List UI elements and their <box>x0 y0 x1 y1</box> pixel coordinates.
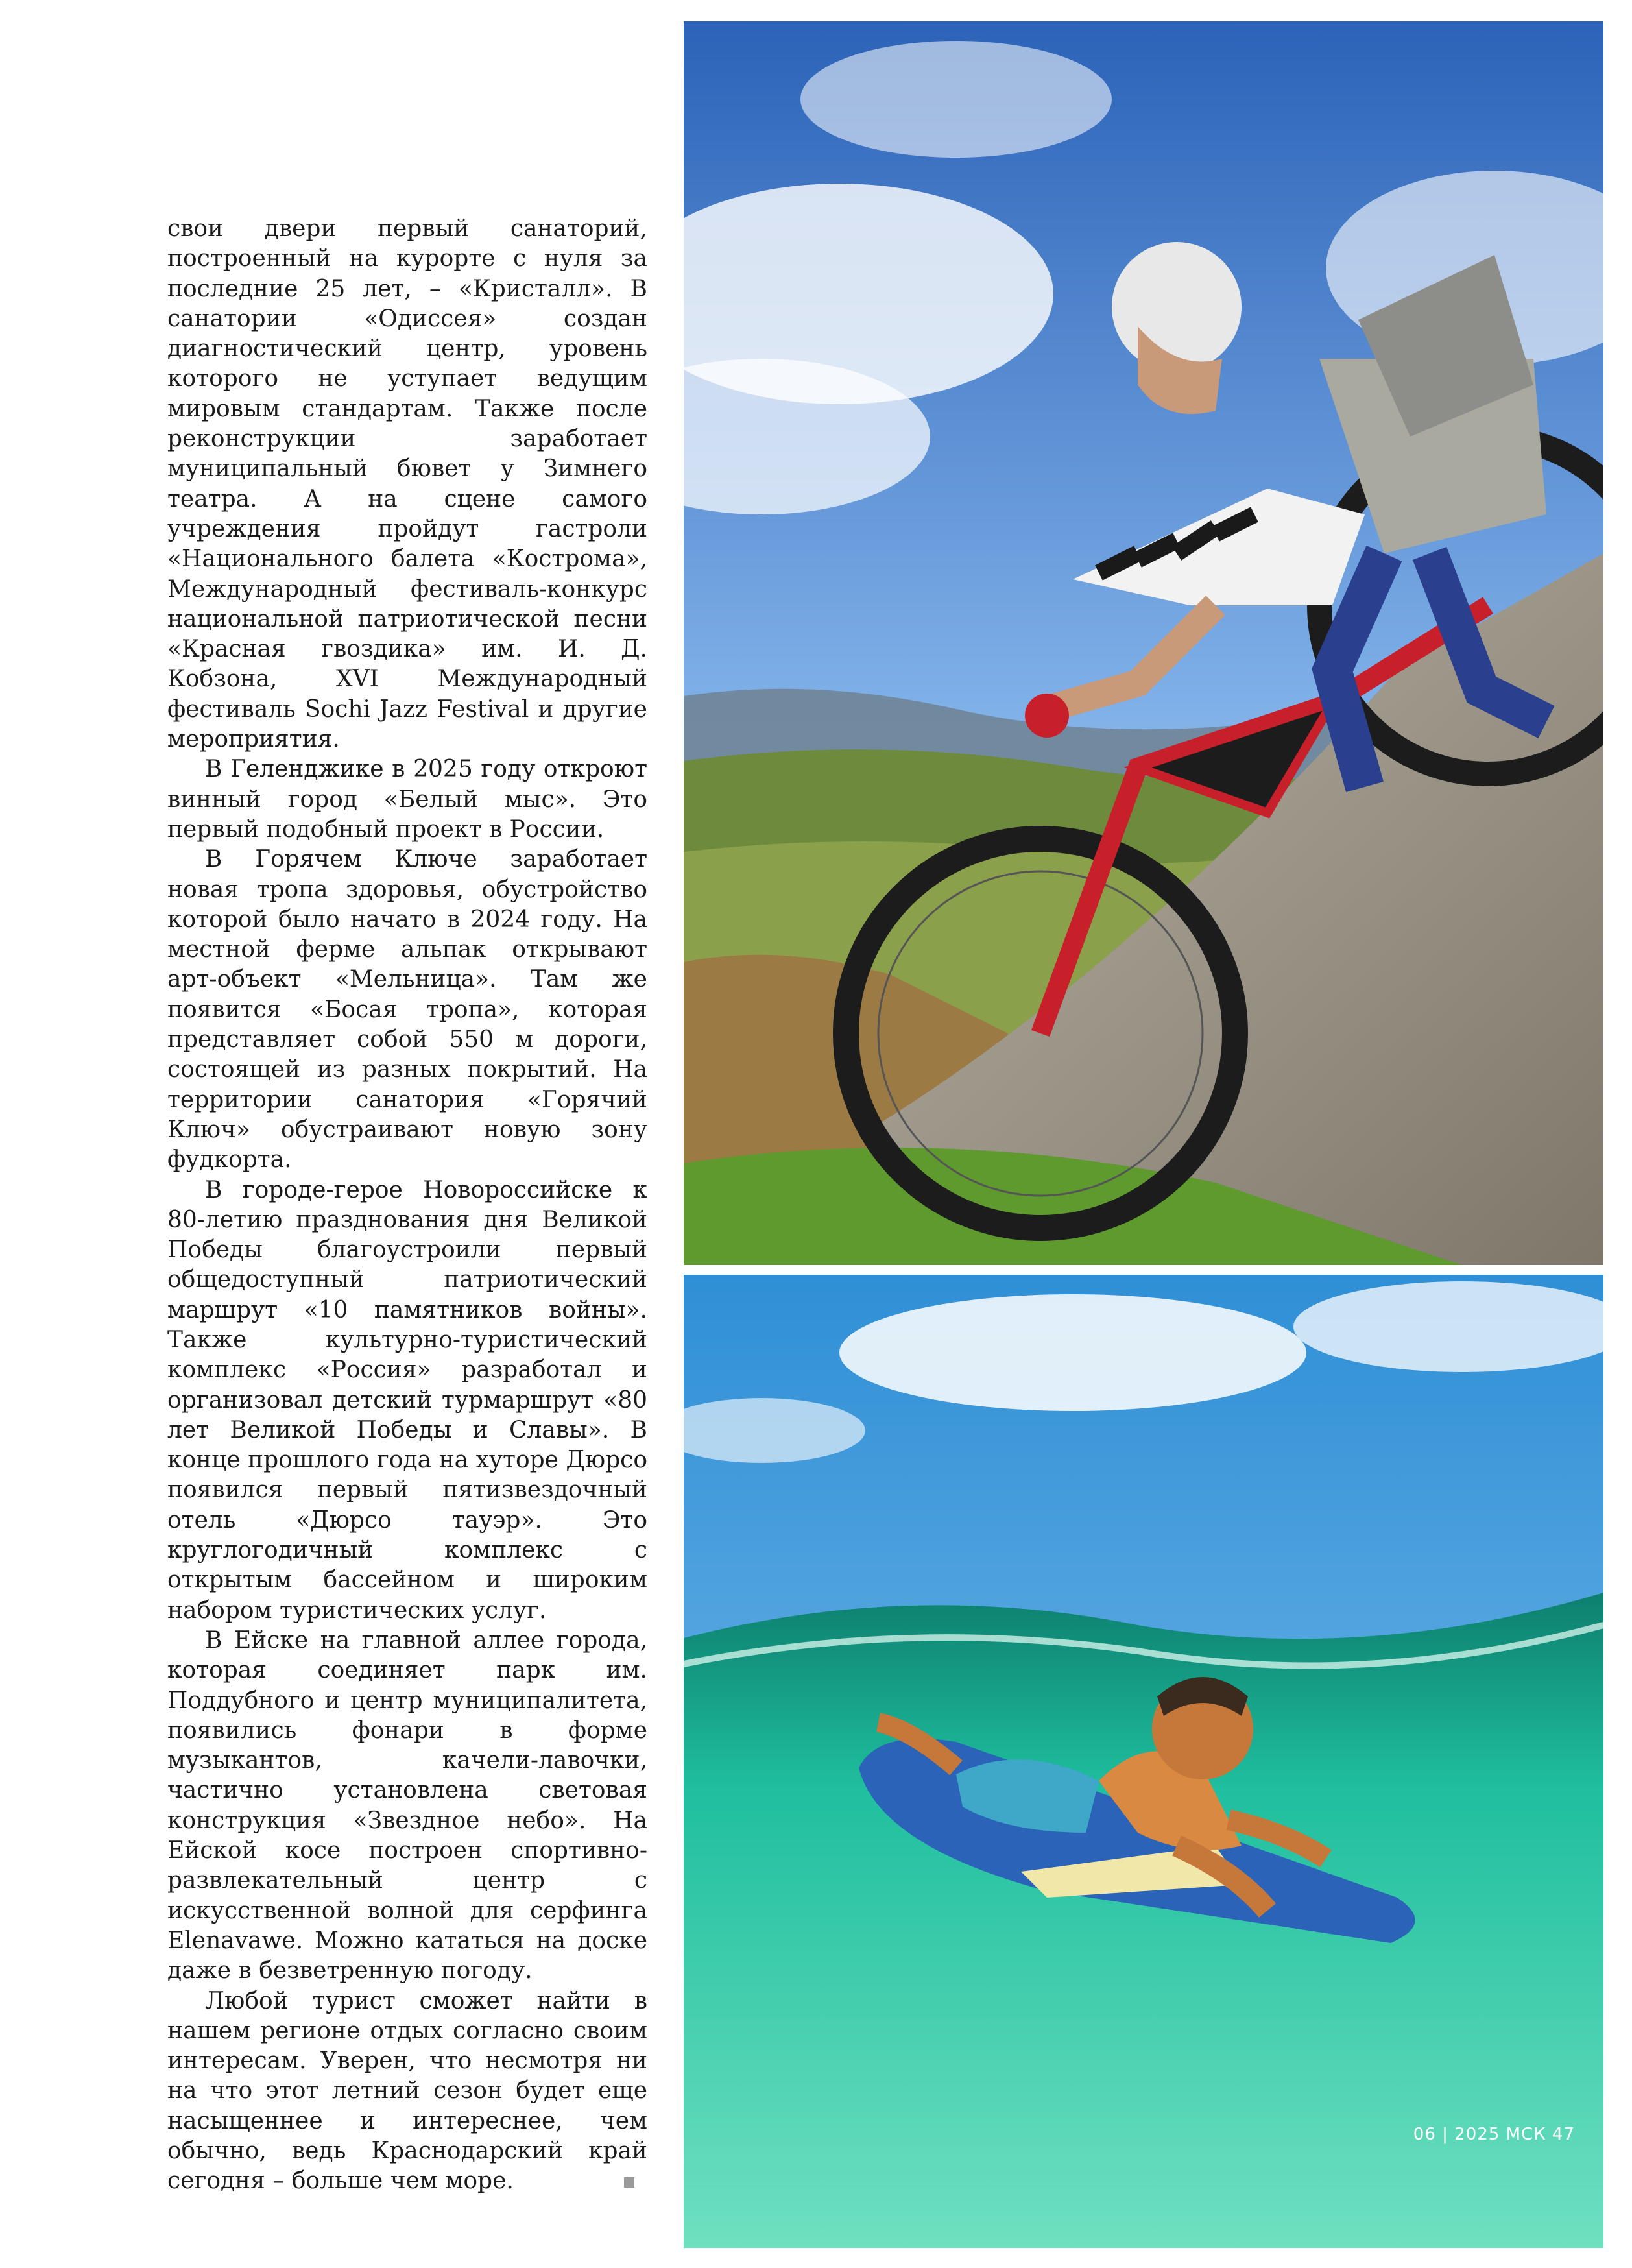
mountain-bike-illustration <box>684 21 1603 1265</box>
article-paragraph: В Геленджике в 2025 году откроют винный город «Белый мыс». Это первый подобный проект в России. <box>167 756 647 843</box>
article-paragraph: свои двери первый санаторий, построенный на курорте с нуля за последние 25 лет, – «Кристалл». В санатории «Одиссея» создан диагностический центр, уровень которого не уступает ведущим мировым стандартам. Также после реконструкции заработает муниципальный бювет у Зимнего театра. А на сцене самого учреждения пройдут гастроли «Национального балета «Кострома», Международный фестиваль-конкурс национальной патриотической песни «Красная гвоздика» им. И. Д. Кобзона, XVI Международный фестиваль Sochi Jazz Festival и другие мероприятия. <box>167 215 647 753</box>
article-paragraph-last <box>167 1986 647 2197</box>
article-paragraph: В Ейске на главной аллее города, которая соединяет парк им. Поддубного и центр муниципалитета, появились фонари в форме музыкантов, качели-лавочки, частично установлена световая конструкция «Звездное небо». На Ейской косе построен спортивно-развлекательный центр с искусственной волной для серфинга Elenavawe. Можно кататься на доске даже в безветренную погоду. <box>167 1626 647 1984</box>
article-paragraph-text: Любой турист сможет найти в нашем регионе отдых согласно своим интересам. Уверен, что несмотря ни на что этот летний сезон будет еще насыщеннее и интереснее, чем обычно, ведь Краснодарский край сегодня – больше чем море. <box>167 1987 647 2195</box>
article-text <box>167 214 647 2197</box>
surfing-boy-photo <box>684 1275 1603 2248</box>
mountain-bike-photo <box>684 21 1603 1265</box>
surfing-boy-illustration <box>684 1275 1603 2248</box>
article-paragraph: В городе-герое Новороссийске к 80-летию празднования дня Великой Победы благоустроили первый общедоступный патриотический маршрут «10 памятников войны». Также культурно-туристический комплекс «Россия» разработал и организовал детский турмаршрут «80 лет Великой Победы и Славы». В конце прошлого года на хуторе Дюрсо появился первый пятизвездочный отель «Дюрсо тауэр». Это круглогодичный комплекс с открытым бассейном и широким набором туристических услуг. <box>167 1176 647 1624</box>
end-of-article-mark <box>624 2177 634 2188</box>
article-paragraph: В Горячем Ключе заработает новая тропа здоровья, обустройство которой было начато в 2024 году. На местной ферме альпак открывают арт-объект «Мельница». Там же появится «Босая тропа», которая представляет собой 550 м дороги, состоящей из разных покрытий. На территории санатория «Горячий Ключ» обустраивают новую зону фудкорта. <box>167 846 647 1174</box>
page-folio: 06 | 2025 МСК 47 <box>1413 2125 1575 2144</box>
